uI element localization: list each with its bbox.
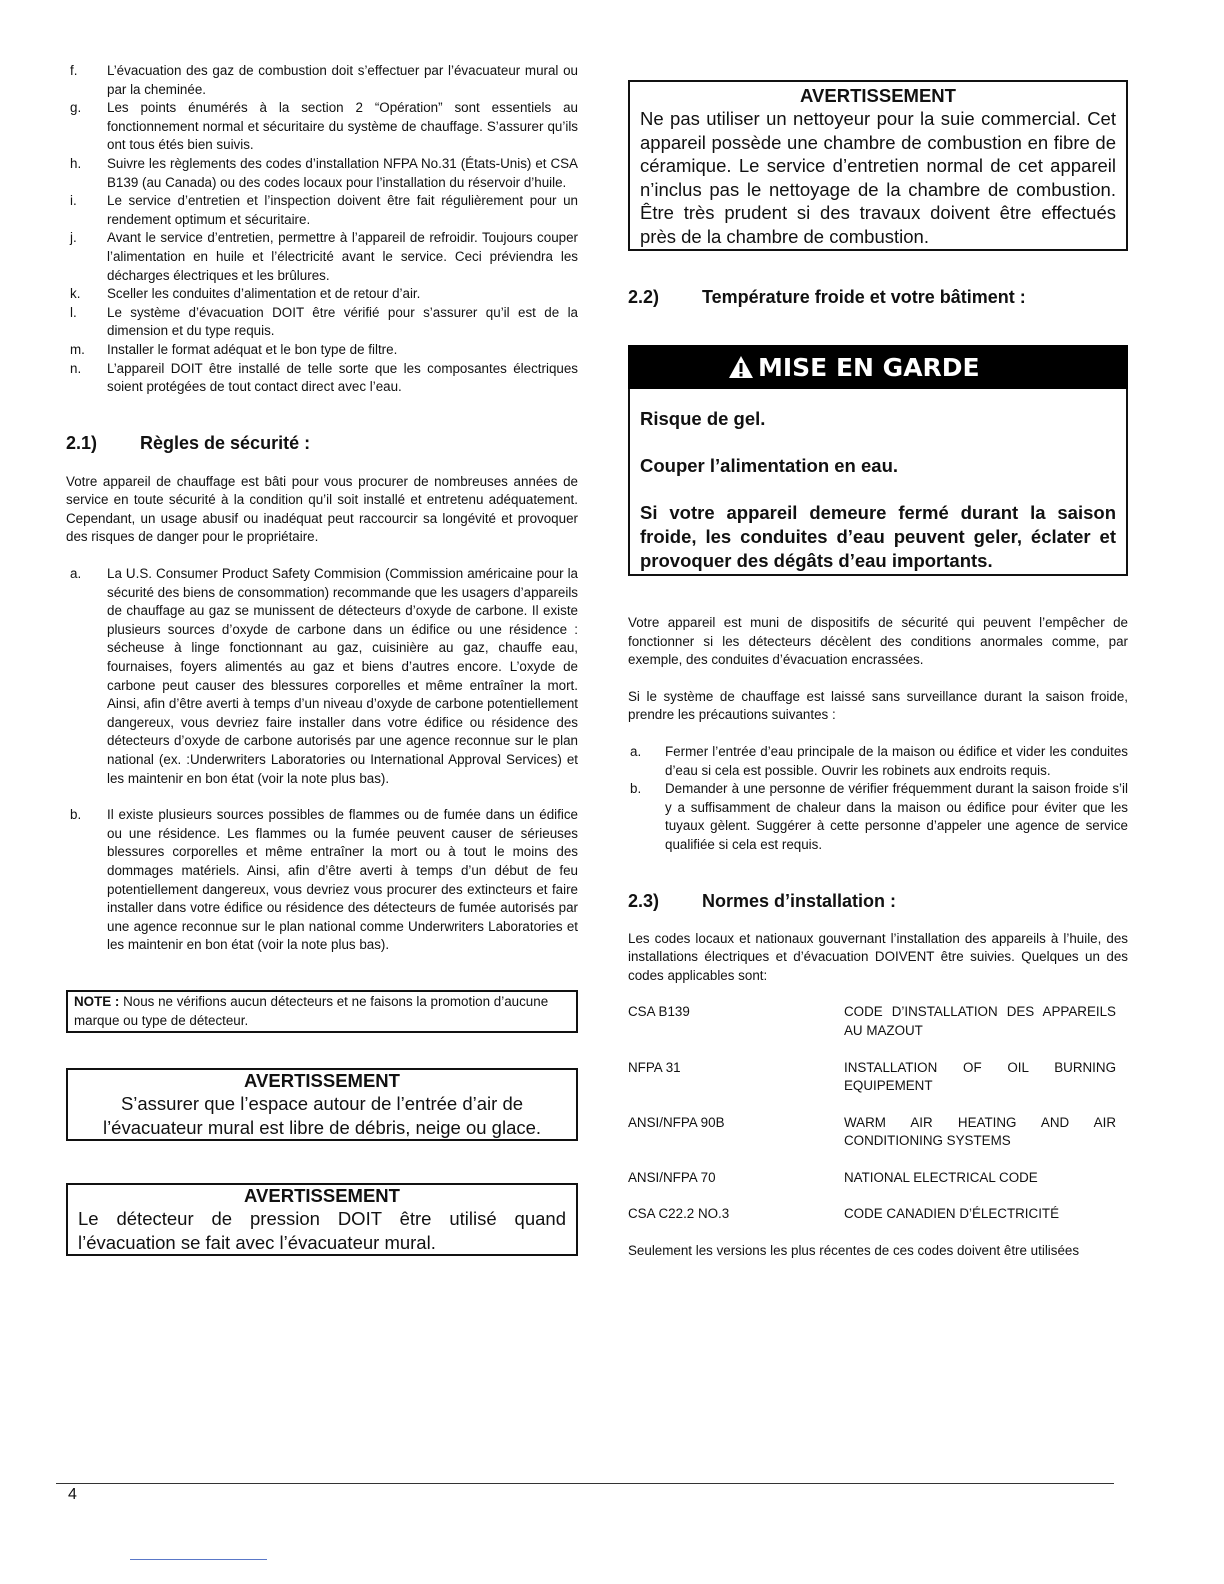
section-heading-safety: 2.1) Règles de sécurité : <box>66 432 311 453</box>
caution-line: Couper l’alimentation en eau. <box>640 455 899 476</box>
caution-banner: MISE EN GARDE <box>628 345 1128 389</box>
page-number: 4 <box>68 1486 77 1503</box>
list-item: j. Avant le service d’entretien, permettre à l’appareil de refroidir. Toujours couper l’alimentation en huile et l’électricité avant le service. Ceci préviendra les décharges électriques et les brûlures. <box>70 230 578 283</box>
warning-triangle-icon <box>728 355 754 379</box>
list-item: i. Le service d’entretien et l’inspection doivent être fait régulièrement pour un rendement optimum et sécuritaire. <box>70 193 578 227</box>
cold-weather-paragraph: Votre appareil est muni de dispositifs de sécurité qui peuvent l’empêcher de fonctionner si les détecteurs décèlent des conditions anormales comme, par exemple, des conduites d’évacuation encrassées. <box>628 615 1128 668</box>
list-item: a. Fermer l’entrée d’eau principale de la maison ou édifice et vider les conduites d’eau si cela est possible. Ouvrir les robinets aux endroits requis. <box>630 743 1128 778</box>
list-item: b. Il existe plusieurs sources possibles de flammes ou de fumée dans un édifice ou une résidence. Les flammes ou la fumée peuvent causer de sérieuses blessures corporelles et même entraîner la mort ou à tout le moins des dommages matériels. Ainsi, afin d’être averti à temps d’un début de feu potentiellement dangereux, vous devriez vous procurer des extincteurs et faire installer dans votre édifice ou résidence des détecteurs de fumée autorisés par une agence reconnue sur le plan national comme Underwriters Laboratories et les maintenir en bon état (voir la note plus bas). <box>70 807 578 953</box>
footer-divider <box>56 1483 1114 1484</box>
warning-text: Le détecteur de pression DOIT être utilisé quand l’évacuation se fait avec l’évacuateur mural. <box>78 1208 566 1253</box>
safety-intro-paragraph: Votre appareil de chauffage est bâti pour vous procurer de nombreuses années de service en toute sécurité à la condition qu’il soit installé et entretenu adéquatement. Cependant, un usage abusif ou inadéquat peut raccourcir sa longévité et provoquer des risques de danger pour le propriétaire. <box>66 473 578 545</box>
caution-line: Risque de gel. <box>640 408 766 429</box>
table-row: CSA B139 CODE D’INSTALLATION DES APPAREILS AU MAZOUT <box>628 1004 1116 1038</box>
codes-table <box>628 1003 1128 1224</box>
cold-weather-paragraph: Si le système de chauffage est laissé sans surveillance durant la saison froide, prendre les précautions suivantes : <box>628 688 1128 723</box>
table-row: ANSI/NFPA 90B WARM AIR HEATING AND AIR CONDITIONING SYSTEMS <box>628 1114 1116 1149</box>
section-heading-cold-weather: 2.2) Température froide et votre bâtiment : <box>628 287 1026 307</box>
warning-title: AVERTISSEMENT <box>244 1070 400 1092</box>
footer-accent-line <box>130 1559 267 1560</box>
warning-box-soot-cleaner <box>628 80 1128 251</box>
note-box: NOTE : Nous ne vérifions aucun détecteurs et ne faisons la promotion d’aucune marque ou type de détecteur. <box>66 990 578 1033</box>
caution-line: Si votre appareil demeure fermé durant la saison froide, les conduites d’eau peuvent geler, éclater et provoquer des dégâts d’eau importants. <box>640 502 1116 571</box>
list-item: b. Demander à une personne de vérifier fréquemment durant la saison froide s’il y a suffisamment de chaleur dans la maison ou édifice pour éviter que les tuyaux gèlent. Suggérer à cette personne d’appeler une agence de service qualifiée si cela est requis. <box>630 781 1128 852</box>
list-item: g. Les points énumérés à la section 2 “Opération” sont essentiels au fonctionnement normal et sécuritaire du système de chauffage. S’assurer qu’ils ont tous étés bien suivis. <box>70 100 578 153</box>
installation-requirements-list <box>66 62 578 397</box>
codes-footer-note: Seulement les versions les plus récentes de ces codes doivent être utilisées <box>628 1243 1080 1259</box>
table-row: NFPA 31 INSTALLATION OF OIL BURNING EQUIPEMENT <box>628 1059 1116 1094</box>
right-column <box>628 80 1128 1261</box>
warning-text: Ne pas utiliser un nettoyeur pour la suie commercial. Cet appareil possède une chambre de combustion en fibre de céramique. Le service d’entretien normal de cet appareil n’inclus pas le nettoyage de la chambre de combustion. Être très prudent si des travaux doivent être effectués près de la chambre de combustion. <box>640 108 1116 247</box>
list-item: k. Sceller les conduites d’alimentation et de retour d’air. <box>70 286 421 302</box>
list-item: l. Le système d’évacuation DOIT être vérifié pour s’assurer qu’il est de la dimension et du type requis. <box>70 304 578 339</box>
warning-box-air-intake <box>66 1068 578 1141</box>
list-item: n. L’appareil DOIT être installé de telle sorte que les composantes électriques soient protégées de tout contact direct avec l’eau. <box>70 360 578 395</box>
caution-box-freeze <box>628 345 1128 576</box>
list-item: h. Suivre les règlements des codes d’installation NFPA No.31 (États-Unis) et CSA B139 (au Canada) ou des codes locaux pour l’installation du réservoir d’huile. <box>70 155 578 190</box>
warning-title: AVERTISSEMENT <box>244 1185 400 1207</box>
list-item: f. L’évacuation des gaz de combustion doit s’effectuer par l’évacuateur mural ou par la cheminée. <box>70 63 578 97</box>
table-row: ANSI/NFPA 70 NATIONAL ELECTRICAL CODE <box>628 1169 1038 1185</box>
list-item: a. La U.S. Consumer Product Safety Commision (Commission américaine pour la sécurité des biens de consommation) recommande que les usagers d’appareils de chauffage au gaz se munissent de détecteurs d’oxyde de carbone. Il existe plusieurs sources d’oxyde de carbone dans un édifice ou une résidence : sécheuse à linge fonctionnant au gaz, cuisinière au gaz, chauffe eau, fournaises, foyers alimentés au gaz et biens d’autres encore. L’oxyde de carbone peut causer des blessures corporelles et même entraîner la mort. Ainsi, afin d’être averti à temps d’un niveau d’oxyde de carbone potentiellement dangereux, vous devriez faire installer dans votre édifice ou résidence des détecteurs d’oxyde de carbone autorisés par une agence reconnue sur le plan national (ex. :Underwriters Laboratories ou International Approval Services) et les maintenir en bon état (voir la note plus bas). <box>70 566 578 786</box>
warning-title: AVERTISSEMENT <box>800 85 956 106</box>
warning-box-pressure-switch <box>66 1183 578 1256</box>
warning-text: S’assurer que l’espace autour de l’entrée d’air de l’évacuateur mural est libre de débris, neige ou glace. <box>102 1093 542 1138</box>
installation-intro-paragraph: Les codes locaux et nationaux gouvernant l’installation des appareils à l’huile, des installations électriques et d’évacuation DOIVENT être suivies. Quelques un des codes applicables sont: <box>628 930 1128 983</box>
left-column <box>66 62 578 1256</box>
section-heading-installation-codes: 2.3) Normes d’installation : <box>628 890 897 911</box>
list-item: m. Installer le format adéquat et le bon type de filtre. <box>70 341 398 357</box>
table-row: CSA C22.2 NO.3 CODE CANADIEN D’ÉLECTRICITÉ <box>628 1206 1060 1222</box>
